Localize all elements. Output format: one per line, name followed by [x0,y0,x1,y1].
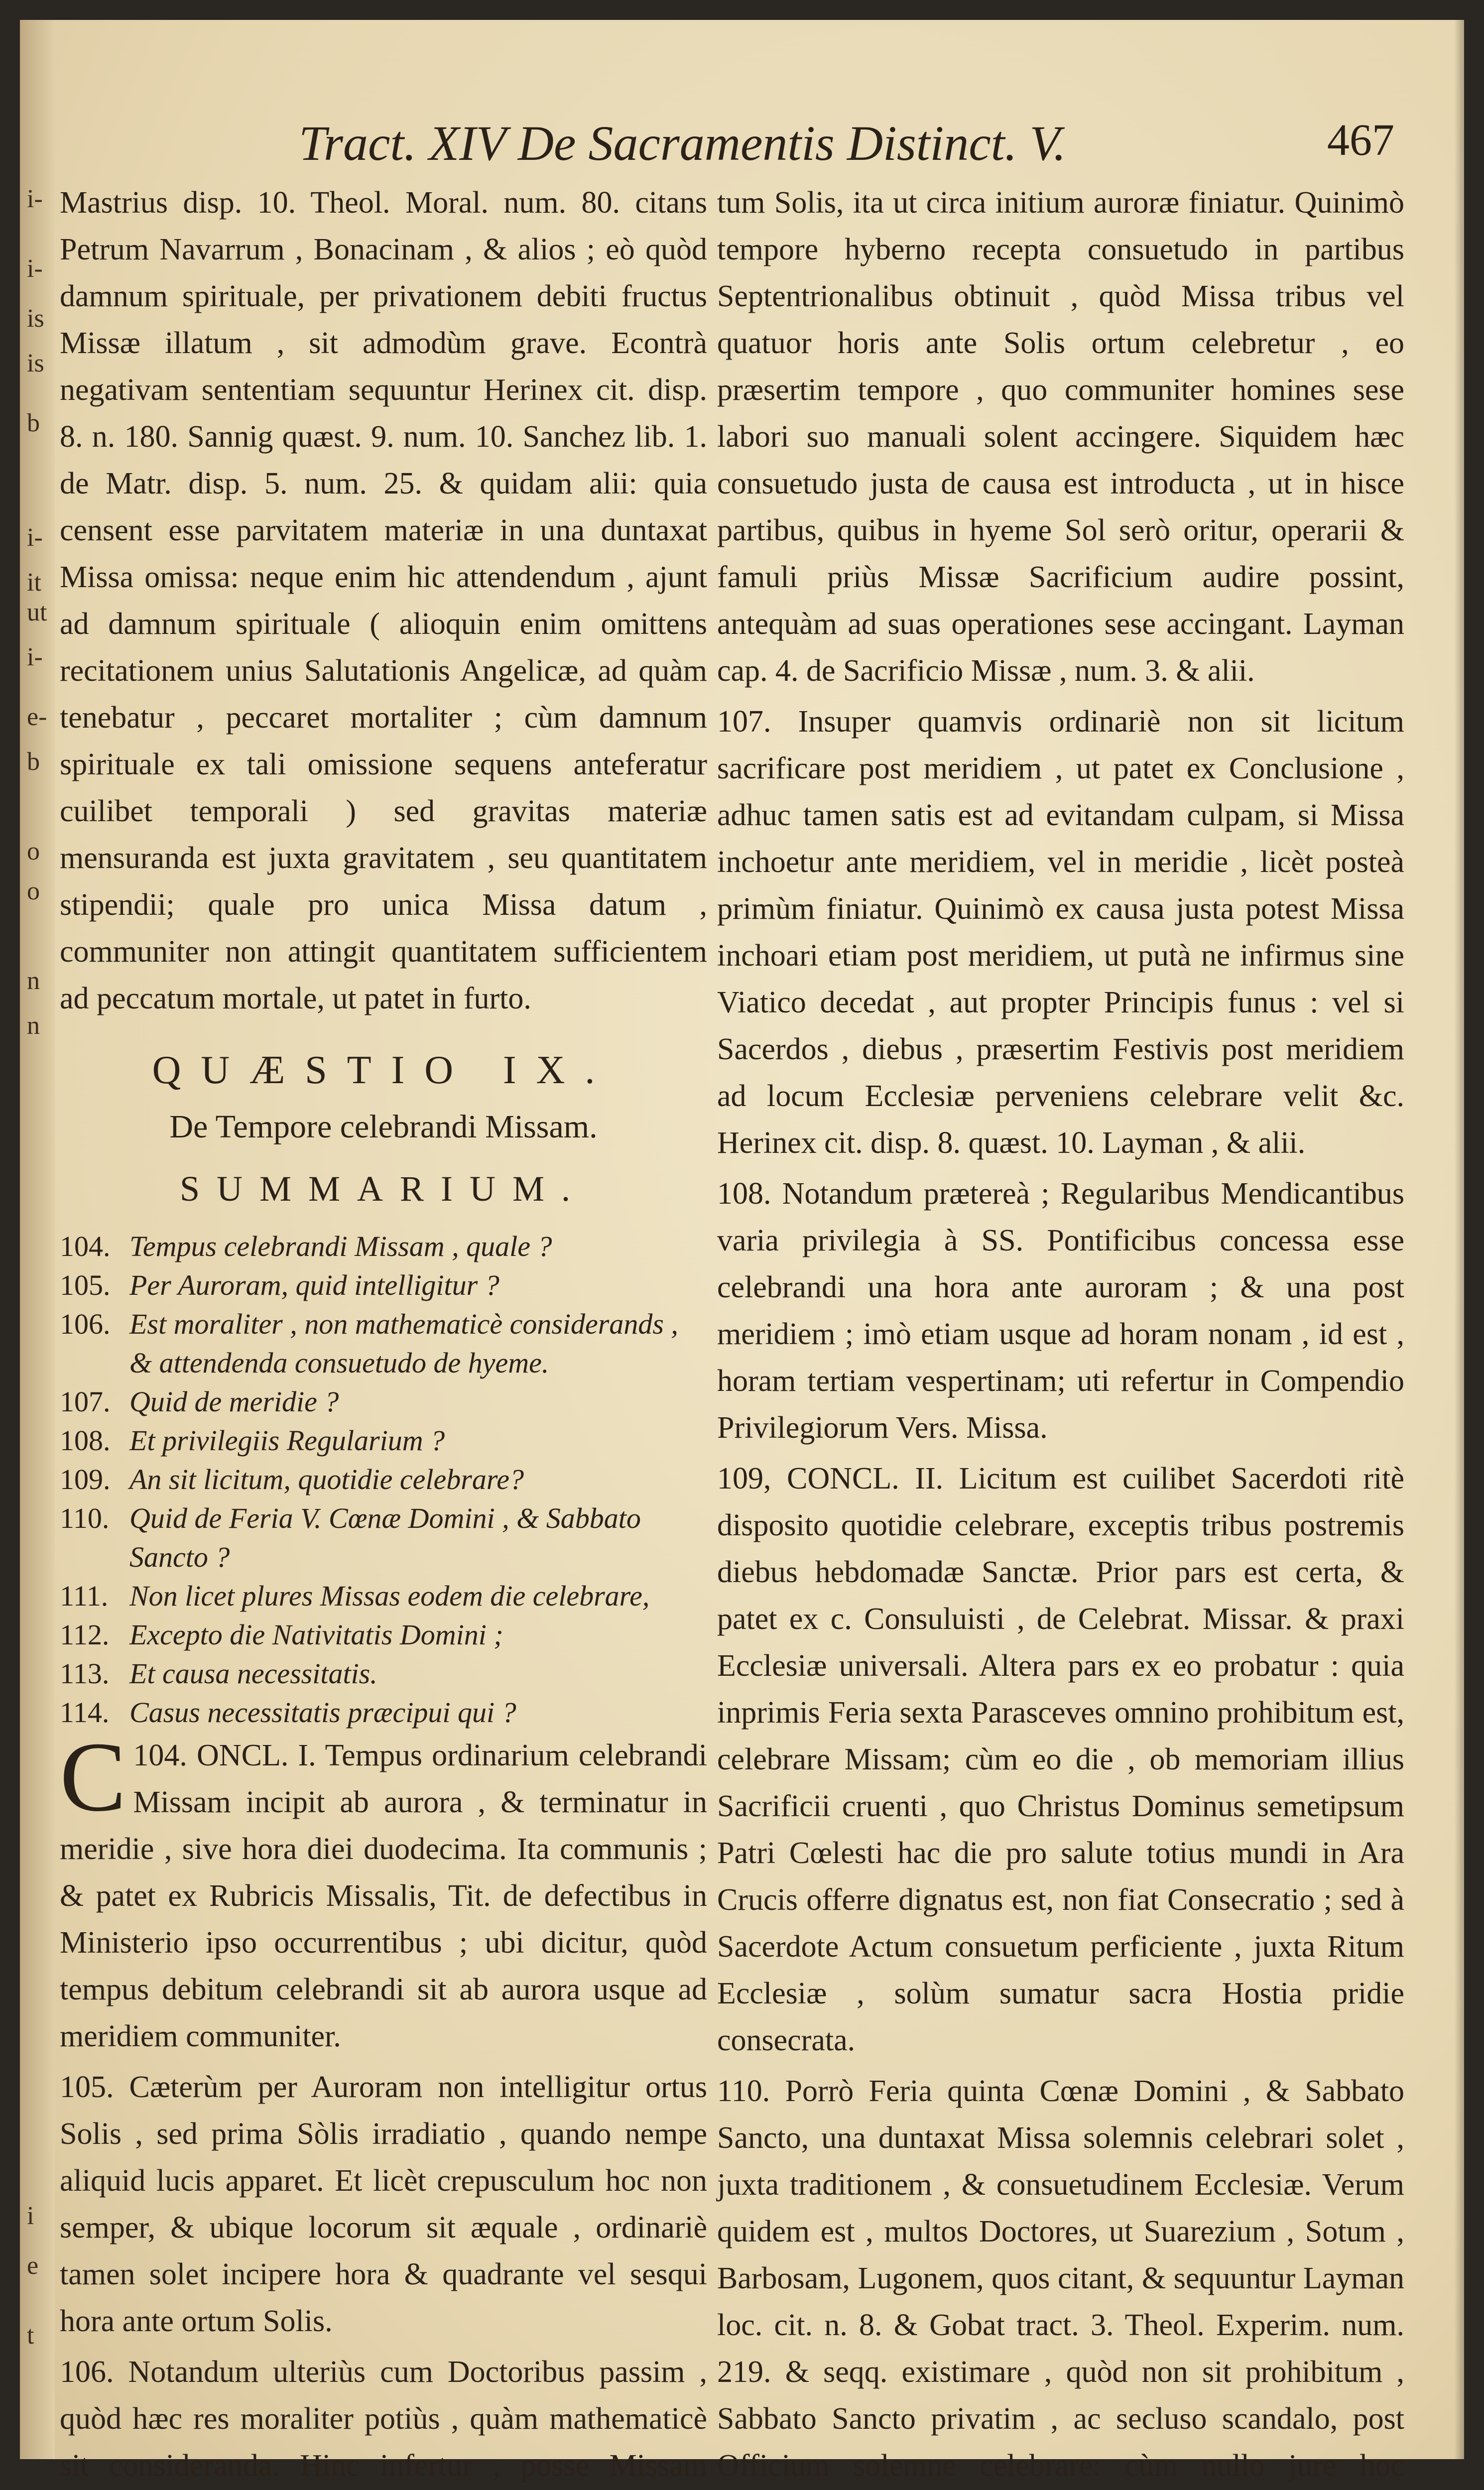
summary-item [60,1266,707,1305]
summary-number: 114. [60,1696,110,1729]
margin-mark: n [27,967,40,995]
margin-mark: is [27,304,44,333]
margin-mark: o [27,877,40,905]
summary-list [60,1227,707,1732]
summary-item [60,1305,707,1382]
paragraph-105: 105. Cæterùm per Auroram non intelligitur ortus Solis , sed prima Sòlis irradiatio , quando nempe aliquid lucis apparet. Et licèt crepusculum hoc non semper, & ubique locorum sit æquale , ordinariè tamen solet incipere hora & quadrante vel sesqui hora ante ortum Solis. [60,2070,707,2338]
margin-mark: is [27,349,44,377]
summary-number: 106. [60,1308,111,1340]
running-title: Tract. XIV De Sacramentis Distinct. V. [299,116,1066,171]
summary-item [60,1616,707,1654]
summary-number: 108. [60,1424,111,1457]
margin-mark: i- [27,185,43,213]
paragraph-109: 109, CONCL. II. Licitum est cuilibet Sacerdoti ritè disposito quotidie celebrare, exceptis tribus postremis diebus hebdomadæ Sanctæ. Prior pars est certa, & patet ex c. Consuluisti , de Celebrat. Missar. & praxi Ecclesiæ universali. Altera pars ex eo probatur : quia inprimis Feria sexta Parasceves omnino prohibitum est, celebrare Missam; cùm eo die , ob memoriam illius Sacrificii cruenti , quo Christus Dominus semetipsum Patri Cœlesti hac die pro salute totius mundi in Ara Crucis offerre dignatus est, non fiat Consecratio ; sed à Sacerdote Actum consuetum perficiente , juxta Ritum Ecclesiæ , solùm sumatur sacra Hostia pridie consecrata. [717,1462,1404,2057]
summary-number: 107. [60,1385,111,1418]
summary-item [60,1499,707,1577]
summary-item [60,1460,707,1499]
summary-number: 111. [60,1580,109,1612]
drop-cap: C [60,1722,126,1832]
paragraph-107: 107. Insuper quamvis ordinariè non sit licitum sacrificare post meridiem , ut patet ex Conclusione , adhuc tamen satis est ad evitandam culpam, si Missa inchoetur ante meridiem, vel in meridie , licèt posteà primùm finiatur. Quinimò ex causa justa potest Missa inchoari etiam post meridiem, ut putà ne infirmus sine Viatico decedat , aut propter Principis funus : vel si Sacerdos , diebus , præsertim Festivis post meridiem ad locum Ecclesiæ perveniens celebrare velit &c. Herinex cit. disp. 8. quæst. 10. Layman , & alii. [717,705,1404,1160]
summary-item [60,1382,707,1421]
margin-mark: o [27,837,40,866]
page-number: 467 [1327,116,1394,165]
margin-mark: b [27,409,40,437]
summary-number: 110. [60,1502,110,1534]
conclusion-1-paragraph [60,1722,707,2060]
gutter-margin [20,20,55,2459]
paragraph-number: 104. [133,1739,187,1772]
summary-number: 113. [60,1657,110,1690]
paragraph-continuation: Mastrius disp. 10. Theol. Moral. num. 80. citans Petrum Navarrum , Bonacinam , & alios ; eò quòd damnum spirituale, per privationem debiti fructus Missæ illatum , sit admodùm grave. Econtrà negativam sententiam sequuntur Herinex cit. disp. 8. n. 180. Sannig quæst. 9. num. 10. Sanchez lib. 1. de Matr. disp. 5. num. 25. & quidam alii: quia censent esse parvitatem materiæ in una duntaxat Missa omissa: neque enim hic attendendum , ajunt ad damnum spirituale ( alioquin enim omittens recitationem unius Salutationis Angelicæ, ad quàm tenebatur , peccaret mortaliter ; cùm damnum spirituale ex tali omissione sequens anteferatur cuilibet temporali ) sed gravitas materiæ mensuranda est juxta gravitatem , seu quantitatem stipendii; quale pro unica Missa datum , communiter non attingit quantitatem sufficientem ad peccatum mortale, ut patet in furto. [60,186,707,1015]
margin-mark: n [27,1011,40,1040]
paragraph-continuation-right: tum Solis, ita ut circa initium auroræ finiatur. Quinimò tempore hyberno recepta consuetudo in partibus Septentrionalibus obtinuit , quòd Missa tribus vel quatuor horis ante Solis ortum celebretur , eo præsertim tempore , quo communiter homines sese labori suo manuali solent accingere. Siquidem hæc consuetudo justa de causa est introducta , ut in hisce partibus, quibus in hyeme Sol serò oritur, operarii & famuli priùs Missæ Sacrificium audire possint, antequàm ad suas operationes sese accingant. Layman cap. 4. de Sacrificio Missæ , num. 3. & alii. [717,186,1404,688]
question-subtitle: De Tempore celebrandi Missam. [169,1109,598,1145]
summary-text: Et causa necessitatis. [129,1657,377,1690]
margin-mark: i- [27,523,43,552]
summary-item [60,1227,707,1266]
summary-text: Per Auroram, quid intelligitur ? [129,1269,499,1301]
paragraph-106: 106. Notandum ulteriùs cum Doctoribus passim , quòd hæc res moraliter potiùs , quàm mathematicè sit consideranda. Hinc infertur , posse Missam [60,2355,707,2483]
summary-text: Quid de Feria V. Cœnæ Domini , & Sabbato Sancto ? [129,1502,641,1573]
margin-mark: t [27,2321,34,2350]
page-edge-shadow [1454,20,1464,2459]
summary-text: Et privilegiis Regularium ? [129,1424,445,1457]
paragraph-108: 108. Notandum prætereà ; Regularibus Mendicantibus varia privilegia à SS. Pontificibus concessa esse celebrandi una hora ante auroram ; & una post meridiem ; imò etiam usque ad horam nonam , id est , horam tertiam vespertinam; uti refertur in Compendio Privilegiorum Vers. Missa. [717,1177,1404,1445]
margin-mark: b [27,747,40,776]
question-title: QUÆSTIO IX. [152,1048,615,1092]
margin-mark: i- [27,643,43,671]
summary-item [60,1421,707,1460]
paragraph-110: 110. Porrò Feria quinta Cœnæ Domini , & Sabbato Sancto, una duntaxat Missa solemnis celebrari solet , juxta traditionem , & consuetudinem Ecclesiæ. Verum quidem est , multos Doctores, ut Suarezium , Sotum , Barbosam, Lugonem, quos citant, & sequuntur Layman loc. cit. n. 8. & Gobat tract. 3. Theol. Experim. num. 219. & seqq. existimare , quòd non sit prohibitum , Sabbato Sancto privatim , ac secluso scandalo, post Officium solemne celebrare: cùm nullo jure hoc [717,2074,1404,2483]
right-column [717,179,1404,2490]
summary-text: Tempus celebrandi Missam , quale ? [129,1230,552,1262]
summary-item [60,1577,707,1616]
margin-mark: i- [27,254,43,283]
margin-mark: it [27,568,41,597]
summary-text: Casus necessitatis præcipui qui ? [129,1696,516,1729]
book-page [20,20,1464,2483]
summary-text: Non licet plures Missas eodem die celebrare, [129,1580,650,1612]
left-column [60,179,707,2490]
summary-item [60,1693,707,1732]
margin-mark: e- [27,703,47,731]
summary-heading: SUMMARIUM. [179,1169,588,1209]
margin-mark: i [27,2202,34,2230]
summary-text: Excepto die Nativitatis Domini ; [129,1618,503,1651]
summary-item [60,1654,707,1693]
margin-mark: ut [27,598,47,626]
page-header [299,115,1394,174]
summary-text: Quid de meridie ? [129,1385,339,1418]
summary-number: 104. [60,1230,111,1262]
margin-mark: e [27,2251,39,2280]
summary-text: Est moraliter , non mathematicè considerands , & attendenda consuetudo de hyeme. [129,1308,678,1379]
summary-number: 112. [60,1618,110,1651]
summary-number: 109. [60,1463,111,1495]
conclusion-1-text: ONCL. I. Tempus ordinarium celebrandi Missam incipit ab aurora , & terminatur in meridie , sive hora diei duodecima. Ita communis ; & patet ex Rubricis Missalis, Tit. de defectibus in Ministerio ipso occurrentibus ; ubi dicitur, quòd tempus debitum celebrandi sit ab aurora usque ad meridiem communiter. [60,1739,707,2053]
summary-number: 105. [60,1269,111,1301]
summary-text: An sit licitum, quotidie celebrare? [129,1463,524,1495]
